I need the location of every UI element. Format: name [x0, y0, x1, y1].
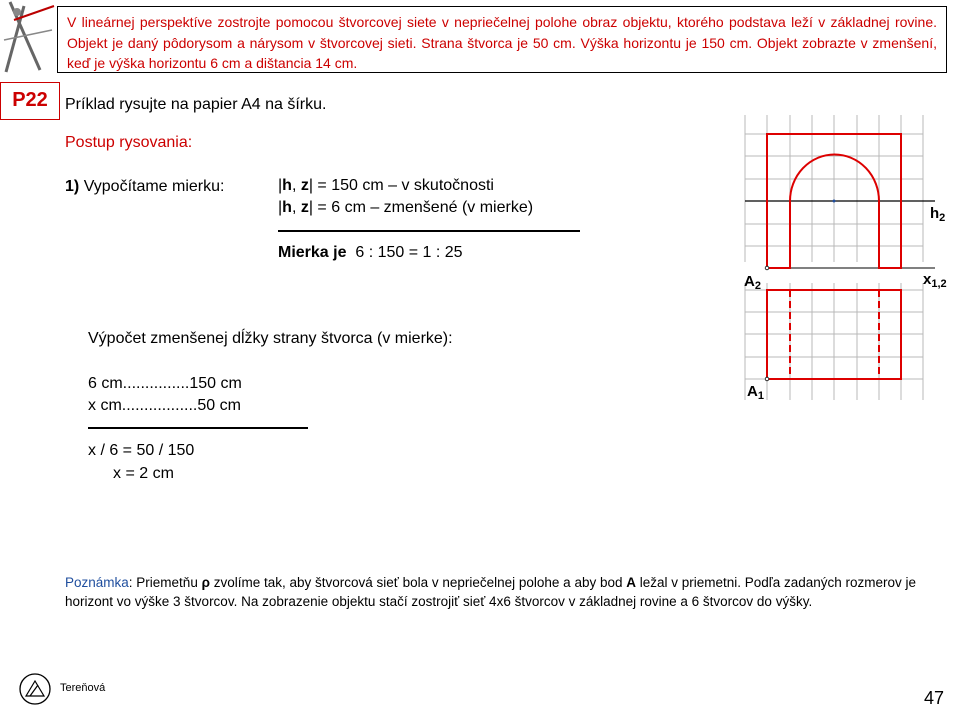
- label-h2: $h_2$: [930, 205, 946, 224]
- author-logo-icon: [18, 672, 52, 706]
- calc-heading: Výpočet zmenšenej dĺžky strany štvorca (v mierke):: [88, 330, 453, 347]
- plan-elevation-drawing: [730, 110, 960, 410]
- scale-value: 6 : 150 = 1 : 25: [355, 244, 463, 261]
- scale-result: [278, 242, 463, 263]
- note-label: Poznámka: [65, 575, 129, 590]
- fraction-rule-1: [278, 230, 580, 232]
- author-name: Tereňová: [60, 682, 106, 694]
- compass-logo-icon: [0, 0, 58, 80]
- label-A1: $A_1$: [747, 383, 764, 402]
- procedure-heading: Postup rysovania:: [65, 134, 193, 151]
- calc-line-3: x / 6 = 50 / 150: [88, 442, 195, 459]
- instruction-text: Príklad rysujte na papier A4 na šírku.: [65, 96, 327, 113]
- step-1-text: Vypočítame mierku:: [83, 178, 225, 195]
- scale-label: Mierka je: [278, 244, 347, 261]
- fraction-rule-2: [88, 427, 308, 429]
- label-x12: $x_{1,2}$: [923, 271, 947, 290]
- task-statement: V lineárnej perspektíve zostrojte pomocou štvorcovej siete v nepriečelnej polohe obraz objektu, ktorého podstava leží v základnej rovine. Objekt je daný pôdorysom a nárysom v štvorcovej sieti. Strana štvorca je 50 cm. Výška horizontu je 150 cm. Objekt zobrazte v zmenšení, keď je výška horizontu 6 cm a dištancia 14 cm.: [57, 6, 947, 73]
- note-paragraph: Poznámka: Priemetňu ρ zvolíme tak, aby štvorcová sieť bola v nepriečelnej polohe a aby bod A ležal v priemetni. Podľa zadaných rozmerov je horizont vo výške 3 štvorcov. Na zobrazenie objektu stačí zostrojiť sieť 4x6 štvorcov v základnej rovine a 6 štvorcov do výšky.: [65, 575, 917, 609]
- rho-symbol: ρ: [201, 575, 210, 590]
- step-1-label: [65, 176, 224, 197]
- calc-line-1: 6 cm...............150 cm: [88, 375, 242, 392]
- problem-badge: P22: [0, 82, 60, 120]
- page-number: 47: [924, 688, 945, 708]
- equation-scaled: |h, z| = 6 cm – zmenšené (v mierke): [278, 199, 534, 216]
- equation-real: |h, z| = 150 cm – v skutočnosti: [278, 177, 494, 194]
- calc-line-4: x = 2 cm: [113, 465, 174, 482]
- label-A2: $A_2$: [744, 273, 761, 292]
- point-A: A: [626, 575, 636, 590]
- calc-line-2: x cm.................50 cm: [88, 397, 241, 414]
- step-1-number: 1): [65, 178, 80, 195]
